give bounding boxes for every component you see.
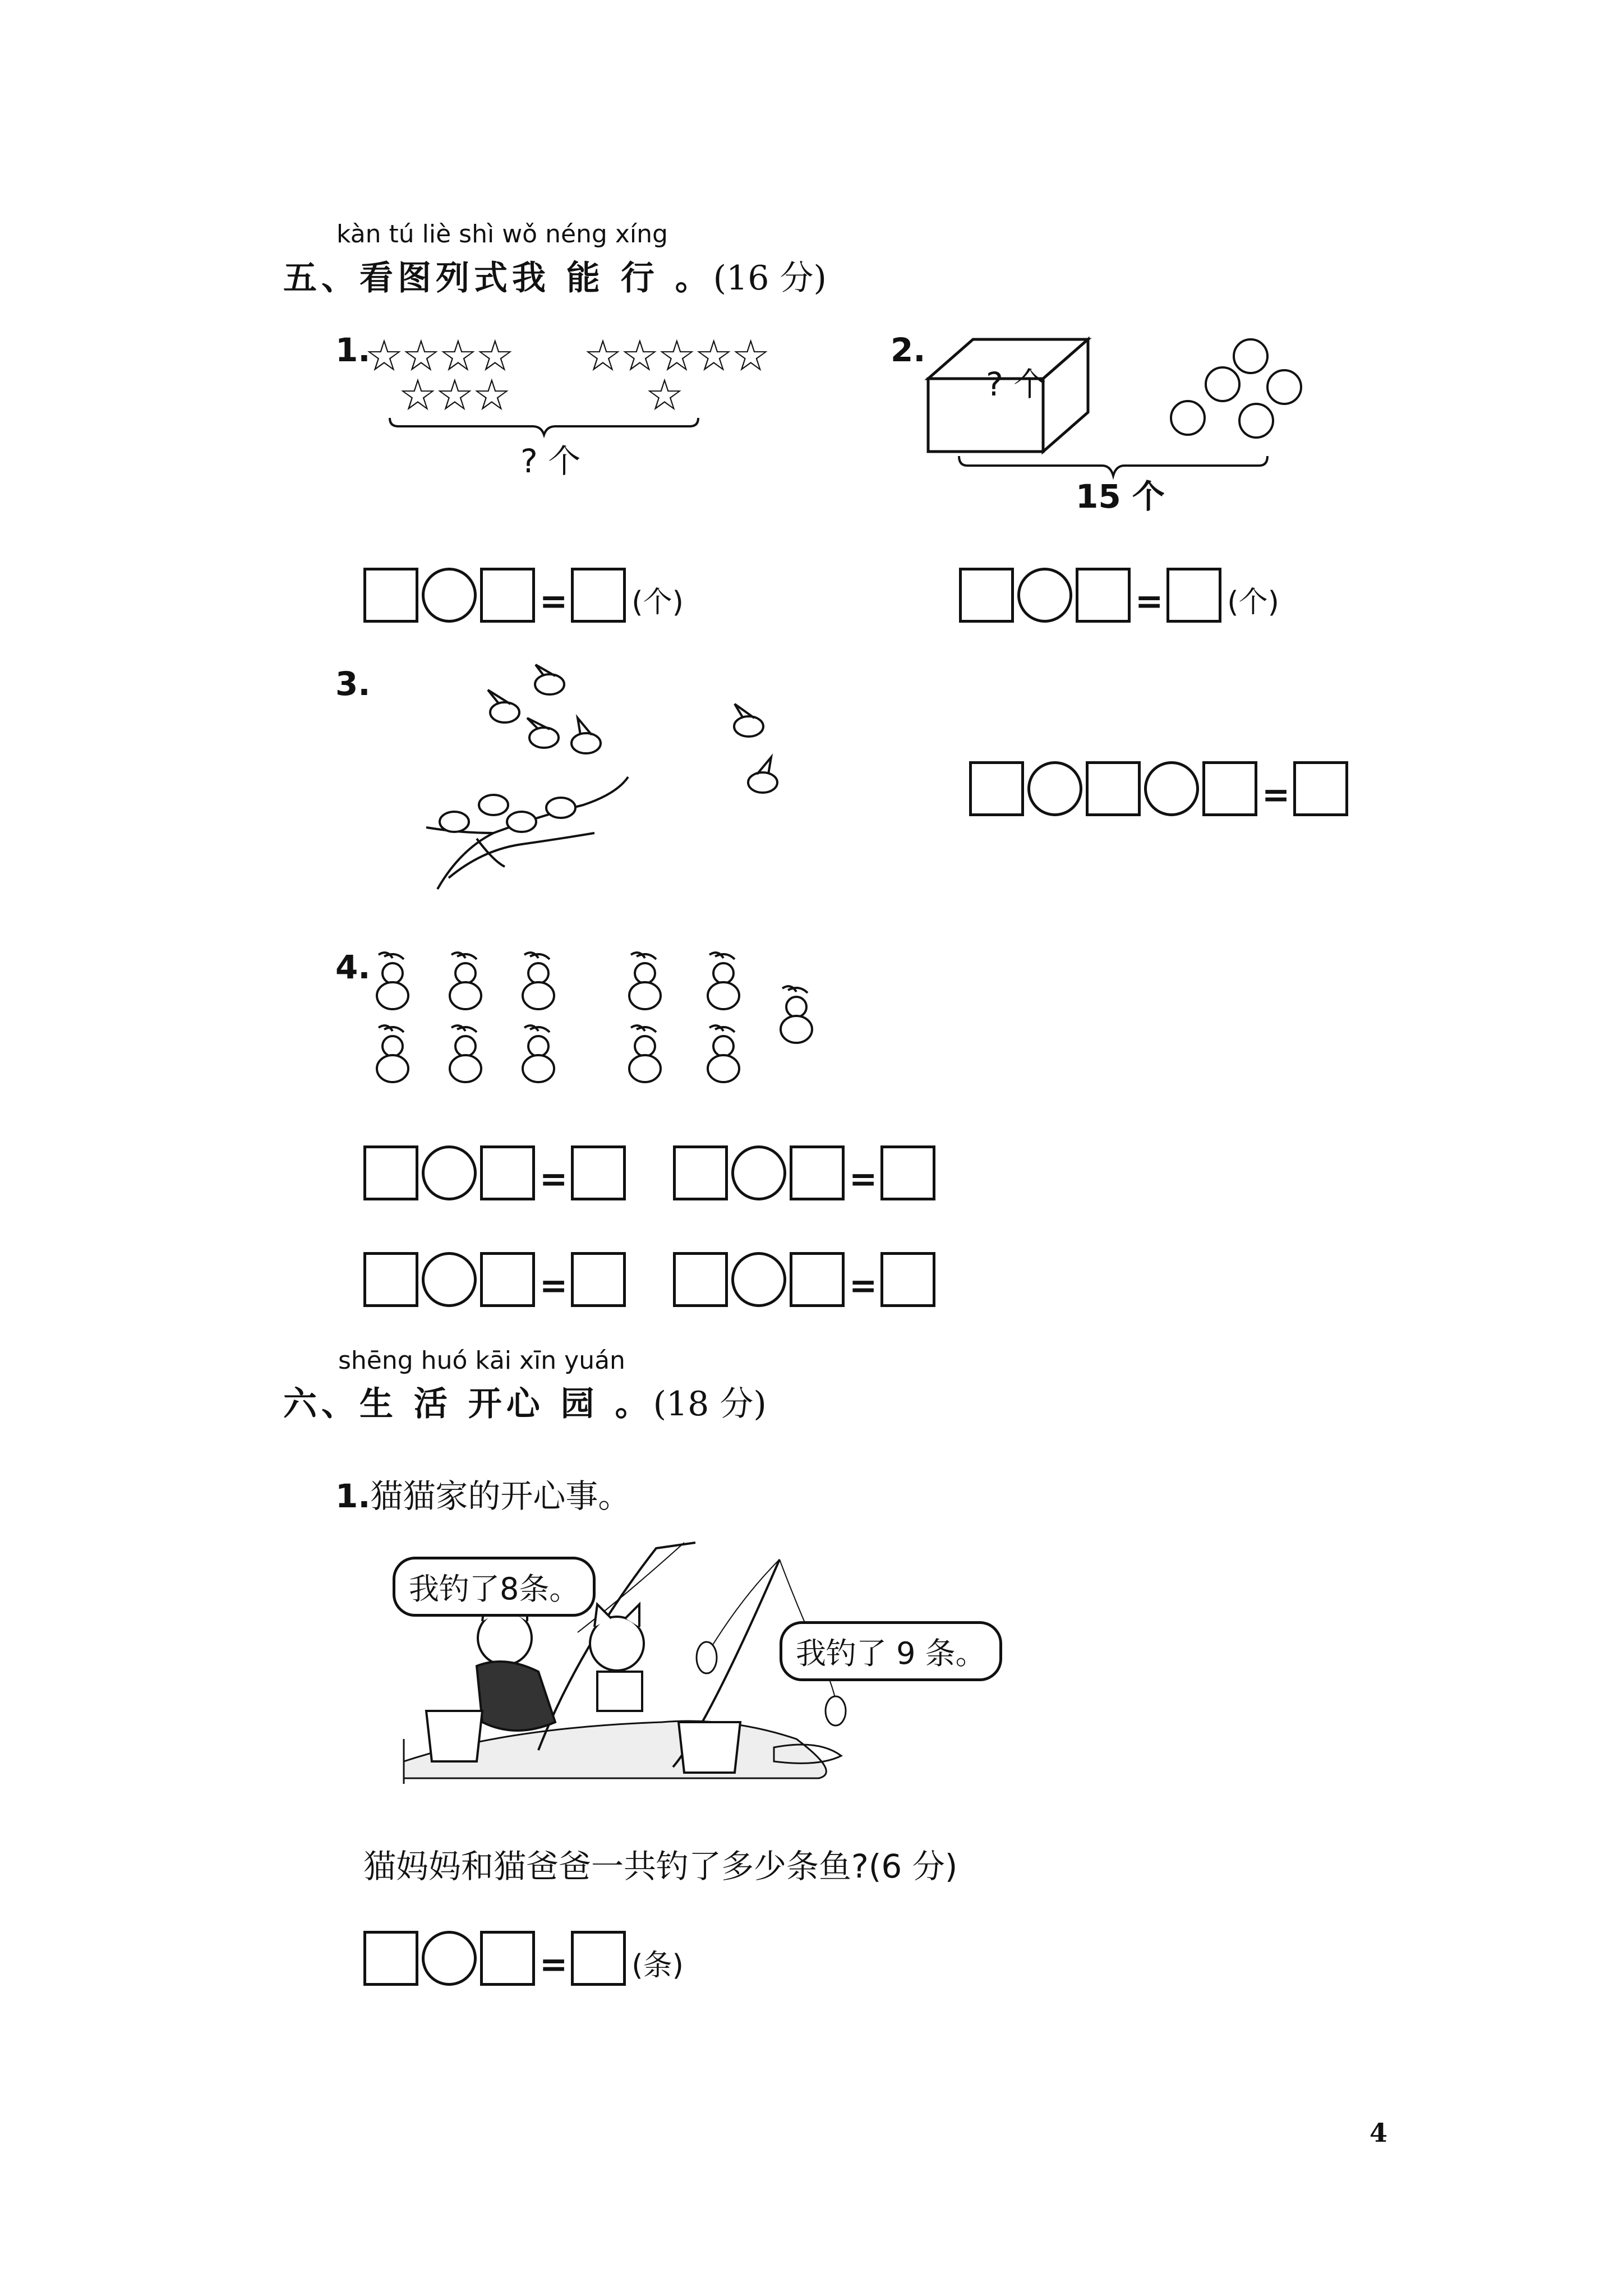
answer-box[interactable] bbox=[969, 761, 1024, 816]
equals-sign: = bbox=[540, 1159, 568, 1199]
equals-sign: = bbox=[540, 1266, 568, 1305]
q2-number: 2. bbox=[891, 331, 926, 369]
circle-icon bbox=[1239, 404, 1273, 438]
operator-circle[interactable] bbox=[422, 1252, 477, 1307]
operator-circle[interactable] bbox=[731, 1145, 786, 1200]
star-icon: ☆☆☆☆ bbox=[365, 331, 513, 381]
answer-box[interactable] bbox=[880, 1145, 935, 1200]
speech-bubble-mom: 我钓了8条。 bbox=[393, 1557, 596, 1617]
q3-number: 3. bbox=[335, 665, 371, 703]
q1-brace bbox=[387, 415, 701, 438]
s6-q1-equation bbox=[363, 1921, 684, 1986]
gourd-icon bbox=[629, 953, 661, 1009]
answer-box[interactable] bbox=[790, 1145, 845, 1200]
section6-score: (18 分) bbox=[653, 1384, 767, 1424]
answer-box[interactable] bbox=[363, 1145, 418, 1200]
equals-sign: = bbox=[849, 1159, 878, 1199]
s6-q1-title bbox=[335, 1470, 630, 1517]
answer-box[interactable] bbox=[1166, 568, 1221, 623]
q2-equation bbox=[959, 558, 1279, 623]
star-icon: ☆ bbox=[645, 370, 684, 421]
q4-equation-1 bbox=[363, 1136, 629, 1200]
answer-box[interactable] bbox=[1076, 568, 1131, 623]
equals-sign: = bbox=[849, 1266, 878, 1305]
answer-box[interactable] bbox=[363, 1931, 418, 1986]
fish-icon bbox=[826, 1696, 846, 1726]
circle-icon bbox=[1171, 401, 1205, 435]
answer-box[interactable] bbox=[673, 1252, 728, 1307]
operator-circle[interactable] bbox=[1027, 761, 1082, 816]
section6-pinyin: shēng huó kāi xīn yuán bbox=[338, 1346, 625, 1375]
bird-icon bbox=[440, 812, 469, 832]
answer-box[interactable] bbox=[480, 1931, 535, 1986]
operator-circle[interactable] bbox=[422, 1145, 477, 1200]
operator-circle[interactable] bbox=[422, 568, 477, 623]
speech-bubble-dad: 我钓了 9 条。 bbox=[780, 1621, 1002, 1681]
answer-box[interactable] bbox=[880, 1252, 935, 1307]
operator-circle[interactable] bbox=[731, 1252, 786, 1307]
s6-q1-question: 猫妈妈和猫爸爸一共钓了多少条鱼?(6 分) bbox=[363, 1847, 958, 1885]
operator-circle[interactable] bbox=[422, 1931, 477, 1986]
section5-score: (16 分) bbox=[713, 259, 827, 298]
birds-illustration bbox=[393, 665, 796, 900]
gourd-icon bbox=[708, 1025, 739, 1082]
section5-pinyin: kàn tú liè shì wǒ néng xíng bbox=[336, 220, 668, 249]
answer-box[interactable] bbox=[1293, 761, 1348, 816]
equals-sign: = bbox=[1262, 775, 1290, 815]
gourds-illustration bbox=[365, 942, 841, 1111]
circle-icon bbox=[1267, 370, 1301, 404]
answer-box[interactable] bbox=[363, 568, 418, 623]
q3-equation bbox=[969, 752, 1352, 816]
bird-icon bbox=[571, 733, 601, 753]
unit-label: (个) bbox=[631, 586, 684, 619]
gourd-icon bbox=[781, 986, 812, 1043]
circle-group bbox=[1166, 334, 1324, 446]
s6-q1-title-text: 猫猫家的开心事。 bbox=[370, 1477, 631, 1515]
bird-icon bbox=[529, 728, 559, 748]
equals-sign: = bbox=[540, 582, 568, 621]
bird-icon bbox=[546, 798, 575, 818]
q1-equation bbox=[363, 558, 684, 623]
gourd-icon bbox=[377, 953, 408, 1009]
gourd-icon bbox=[377, 1025, 408, 1082]
answer-box[interactable] bbox=[571, 1252, 626, 1307]
bird-icon bbox=[734, 716, 763, 737]
gourd-icon bbox=[629, 1025, 661, 1082]
answer-box[interactable] bbox=[673, 1145, 728, 1200]
star-icon: ☆☆☆☆☆ bbox=[583, 331, 768, 381]
gourd-icon bbox=[450, 1025, 481, 1082]
bird-icon bbox=[748, 772, 777, 793]
page-number: 4 bbox=[1370, 2118, 1388, 2148]
answer-box[interactable] bbox=[571, 1145, 626, 1200]
circle-icon bbox=[1234, 339, 1267, 373]
gourd-icon bbox=[450, 953, 481, 1009]
gourd-icon bbox=[708, 953, 739, 1009]
gourd-icon bbox=[523, 953, 554, 1009]
s6-q1-number: 1. bbox=[335, 1477, 371, 1515]
operator-circle[interactable] bbox=[1017, 568, 1072, 623]
answer-box[interactable] bbox=[959, 568, 1014, 623]
q2-box-label: ? 个 bbox=[986, 365, 1046, 403]
section5-title-text: 五、看图列式我 能 行 。 bbox=[283, 259, 713, 298]
q1-number: 1. bbox=[335, 331, 371, 369]
answer-box[interactable] bbox=[480, 1252, 535, 1307]
q1-question-label: ? 个 bbox=[520, 442, 581, 480]
star-icon: ☆☆☆ bbox=[398, 370, 509, 421]
q4-equation-4 bbox=[673, 1243, 939, 1307]
section6-title bbox=[283, 1377, 767, 1425]
q4-number: 4. bbox=[335, 948, 371, 986]
answer-box[interactable] bbox=[571, 568, 626, 623]
gourd-icon bbox=[523, 1025, 554, 1082]
bucket-icon bbox=[426, 1711, 482, 1761]
q2-total-label: 15 个 bbox=[1076, 477, 1165, 516]
q4-equation-3 bbox=[363, 1243, 629, 1307]
unit-label: (个) bbox=[1227, 586, 1279, 619]
unit-label: (条) bbox=[631, 1949, 684, 1982]
equals-sign: = bbox=[540, 1945, 568, 1984]
section5-title bbox=[283, 251, 827, 300]
answer-box[interactable] bbox=[571, 1931, 626, 1986]
bird-icon bbox=[535, 674, 564, 694]
operator-circle[interactable] bbox=[1144, 761, 1199, 816]
circle-icon bbox=[1206, 367, 1239, 401]
fish-icon bbox=[697, 1642, 717, 1673]
q4-equation-2 bbox=[673, 1136, 939, 1200]
answer-box[interactable] bbox=[363, 1252, 418, 1307]
answer-box[interactable] bbox=[1086, 761, 1141, 816]
section6-title-text: 六、生 活 开心 园 。 bbox=[283, 1384, 653, 1424]
bird-icon bbox=[507, 812, 536, 832]
answer-box[interactable] bbox=[1202, 761, 1257, 816]
answer-box[interactable] bbox=[480, 1145, 535, 1200]
bird-icon bbox=[490, 702, 519, 723]
equals-sign: = bbox=[1135, 582, 1164, 621]
answer-box[interactable] bbox=[790, 1252, 845, 1307]
star-group bbox=[365, 331, 768, 421]
bird-icon bbox=[479, 795, 508, 815]
bucket-icon bbox=[679, 1722, 740, 1773]
answer-box[interactable] bbox=[480, 568, 535, 623]
